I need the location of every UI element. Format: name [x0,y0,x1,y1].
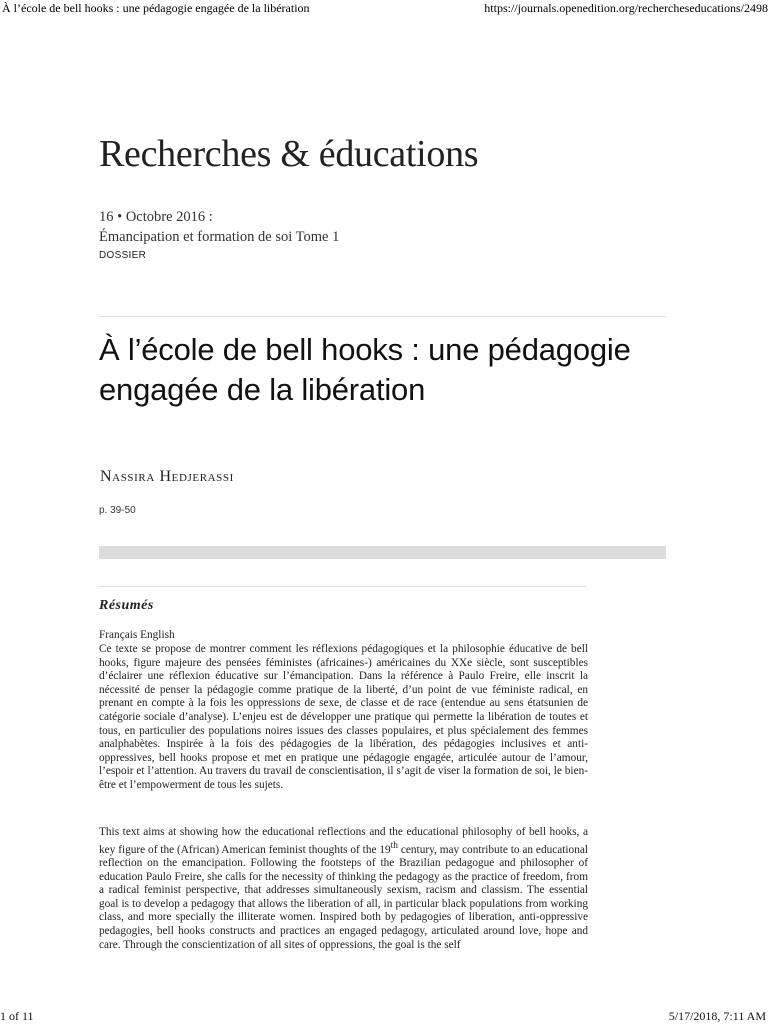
abstract-english [99,826,588,952]
print-header-url: https://journals.openedition.org/rechercheseducations/2498 [484,1,768,15]
abstract-french: Ce texte se propose de montrer comment les réflexions pédagogiques et la philosophie éducative de bell hooks, figure majeure des pensées féministes (africaines-) américaines du XXe siècle, sont susceptibles d’éclairer une réflexion éducative sur l’émancipation. Dans la référence à Paulo Freire, elle inscrit la nécessité de penser la pédagogie comme pratique de la liberté, d’un point de vue féministe radical, en prenant en compte à la fois les oppressions de sexe, de classe et de race (entendue au sens étatsunien de catégorie sociale d’analyse). L’enjeu est de développer une pratique qui permette la libération de toutes et tous, en particulier des populations noires issues des classes populaires, et plus spécialement des femmes analphabètes. Inspirée à la fois des pédagogies de la libération, des pédagogies inclusives et anti-oppressives, bell hooks propose et met en pratique une pédagogie engagée, articulée autour de l’amour, l’espoir et l’attention. Au travers du travail de conscientisation, il s’agit de viser la formation de soi, le bien-être et l’empowerment de tous les sujets. [99,643,588,791]
abstract-english-part2: century, may contribute to an educational reflection on the emancipation. Following the footsteps of the Brazilian pedagogue and philosopher of education Paulo Freire, she calls for the necessity of thinking the pedagogy as the practice of freedom, from a radical feminist perspective, that addresses simultaneously sexism, racism and classism. The essential goal is to develop a pedagogy that allows the liberation of all, in particular black populations from working class, and more specially the illiterate women. Inspired both by pedagogies of liberation, anti-oppressive pedagogies, bell hooks constructs and practices an engaged pedagogy, articulated around love, hope and care. Through the conscientization of all sites of oppressions, the goal is the self [99,843,588,951]
toolbar-placeholder-bar [99,546,666,559]
divider [99,316,666,317]
page-range: p. 39-50 [99,505,136,516]
print-header-title: À l’école de bell hooks : une pédagogie engagée de la libération [2,1,310,15]
ordinal-suffix: th [390,840,398,851]
print-footer-datetime: 5/17/2018, 7:11 AM [668,1009,766,1023]
article-title: À l’école de bell hooks : une pédagogie engagée de la libération [99,332,631,407]
divider [99,586,587,587]
language-switcher [99,629,175,641]
issue-number-date[interactable]: 16 • Octobre 2016 : [99,209,213,225]
language-link-french[interactable]: Français [99,629,138,641]
issue-theme[interactable]: Émancipation et formation de soi Tome 1 [99,229,340,245]
journal-title[interactable]: Recherches & éducations [99,133,479,175]
language-link-english[interactable]: English [140,629,175,641]
section-label: DOSSIER [99,250,147,261]
print-footer-page: 1 of 11 [0,1009,34,1023]
abstract-english-part1: This text aims at showing how the educational reflections and the educational philosophy of bell hooks, a key figure of the (African) American feminist thoughts of the 19 [99,826,588,856]
article-author[interactable]: Nassira Hedjerassi [100,468,234,485]
abstracts-heading: Résumés [99,598,154,613]
print-footer [0,1008,768,1024]
print-header [0,0,768,16]
